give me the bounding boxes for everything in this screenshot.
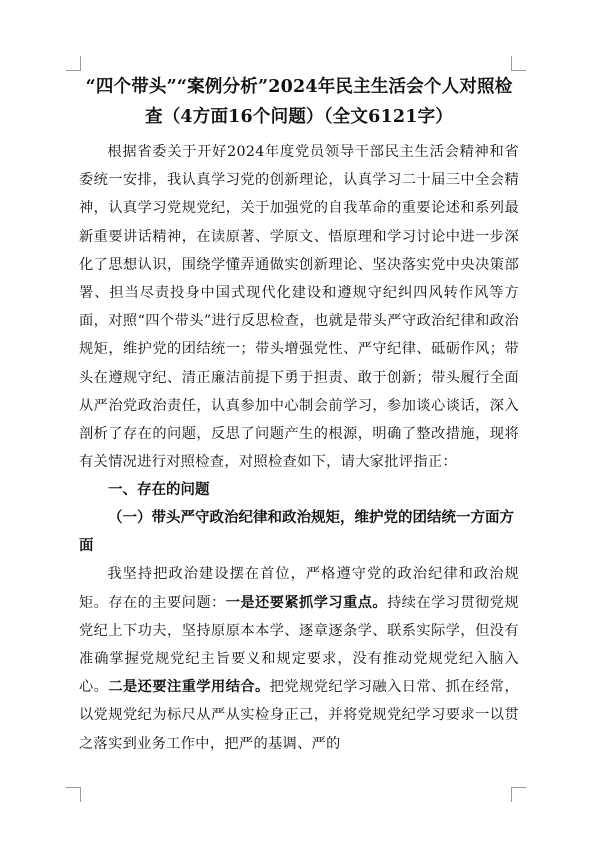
point-one-heading: 一是还要紧抓学习重点。 [225, 594, 388, 611]
body-text: 把党规党纪学习融入日常、抓在经常，以党规党纪为标尺从严从实检身正己，并将党规党纪学习要求一以贯之落实到业务工作中，把严的基调、严的 [79, 679, 520, 752]
body-paragraph [79, 560, 519, 757]
margin-mark-bottom-left [66, 787, 81, 802]
body-text: 持续在学习贯彻党规党纪上下功夫，坚持原原本本学、逐章逐条学、联系实际学，但没有准确掌握党规党纪主旨要义和规定要求，没有推动党规党纪入脑入心。 [79, 594, 519, 696]
section-heading: 一、存在的问题 [108, 481, 210, 499]
intro-paragraph: 根据省委关于开好2024年度党员领导干部民主生活会精神和省委统一安排，我认真学习党的创新理论，认真学习二十届三中全会精神，认真学习党规党纪，关于加强党的自我革命的重要论述和系列最新重要讲话精神，在读原著、学原文、悟原理和学习讨论中进一步深化了思想认识，围绕学懂弄通做实创新理论、坚决落实党中央决策部署、担当尽责投身中国式现代化建设和遵规守纪纠四风转作风等方面，对照“四个带头”进行反思检查，也就是带头严守政治纪律和政治规矩，维护党的团结统一；带头增强党性、严守纪律、砥砺作风；带头在遵规守纪、清正廉洁前提下勇于担责、敢于创新；带头履行全面从严治党政治责任，认真参加中心制会前学习，参加谈心谈话，深入剖析了存在的问题，反思了问题产生的根源，明确了整改措施，现将有关情况进行对照检查，对照检查如下，请大家批评指正： [79, 144, 519, 471]
margin-mark-top-left [66, 56, 81, 71]
subsection-heading: （一）带头严守政治纪律和政治规矩，维护党的团结统一方面方面 [79, 509, 514, 555]
point-two-heading: 二是还要注重学用结合。 [108, 679, 270, 696]
document-title: “四个带头”“案例分析”2024年民主生活会个人对照检查（4方面16个问题）（全文6121字） [85, 77, 513, 127]
document-body [79, 72, 519, 758]
margin-mark-bottom-right [511, 787, 526, 802]
body-text: 我坚持把政治建设摆在首位，严格遵守党的政治纪律和政治规矩。存在的主要问题： [79, 566, 519, 611]
margin-mark-top-right [511, 56, 526, 71]
